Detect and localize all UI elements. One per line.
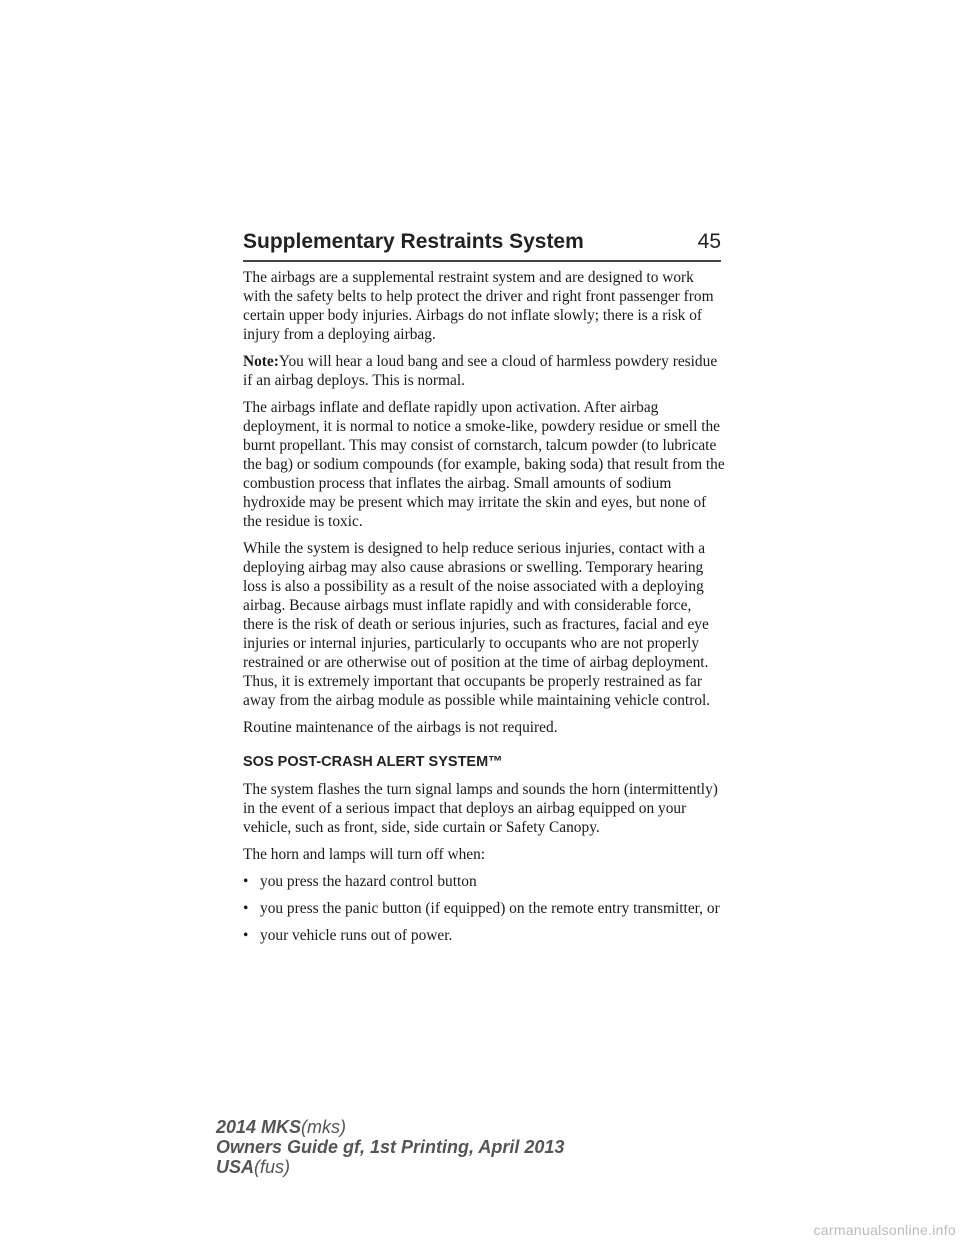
list-item-text: your vehicle runs out of power. (260, 927, 453, 944)
list-item (243, 899, 725, 918)
paragraph-inflate-deflate: The airbags inflate and deflate rapidly upon activation. After airbag deployment, it is normal to notice a smoke-like, powdery residue or smell the burnt propellant. This may consist of cornstarch, talcum powder (to lubricate the bag) or sodium compounds (for example, baking soda) that result from the combustion process that inflates the airbag. Small amounts of sodium hydroxide may be present which may irritate the skin and eyes, but none of the residue is toxic. (243, 399, 725, 530)
paragraph-sos-description: The system flashes the turn signal lamps and sounds the horn (intermittently) in the event of a serious impact that deploys an airbag equipped on your vehicle, such as front, side, side curtain or Safety Canopy. (243, 781, 718, 836)
list-item (243, 926, 725, 945)
bullet-icon: • (243, 900, 249, 917)
section-title: Supplementary Restraints System (243, 230, 584, 253)
footer-line-region (216, 1157, 564, 1177)
footer-edition: Owners Guide gf, 1st Printing, April 2013 (216, 1137, 565, 1157)
note-text: You will hear a loud bang and see a cloud of harmless powdery residue if an airbag deploys. This is normal. (243, 353, 718, 389)
footer-model: 2014 MKS (216, 1117, 302, 1137)
paragraph-turn-off-intro: The horn and lamps will turn off when: (243, 846, 486, 863)
page-header (243, 226, 721, 262)
list-item-text: you press the panic button (if equipped) on the remote entry transmitter, or (260, 900, 720, 917)
list-item (243, 872, 725, 891)
bullet-icon: • (243, 927, 249, 944)
note-label: Note: (243, 353, 279, 370)
page-number: 45 (697, 230, 721, 253)
footer-line-model (216, 1117, 564, 1137)
paragraph-injury-risk: While the system is designed to help reduce serious injuries, contact with a deploying airbag may also cause abrasions or swelling. Temporary hearing loss is also a possibility as a result of the noise associated with a deploying airbag. Because airbags must inflate rapidly and with considerable force, there is the risk of death or serious injuries, such as fractures, facial and eye injuries or internal injuries, particularly to occupants who are not properly restrained or are otherwise out of position at the time of airbag deployment. Thus, it is extremely important that occupants be properly restrained as far away from the airbag module as possible while maintaining vehicle control. (243, 540, 711, 709)
paragraph-maintenance: Routine maintenance of the airbags is not required. (243, 719, 558, 736)
paragraph-airbags-intro: The airbags are a supplemental restraint system and are designed to work with the safety belts to help protect the driver and right front passenger from certain upper body injuries. Airbags do not inflate slowly; there is a risk of injury from a deploying airbag. (243, 269, 714, 343)
sos-section-heading: SOS POST-CRASH ALERT SYSTEM™ (243, 754, 503, 770)
bullet-icon: • (243, 873, 249, 890)
turn-off-list (243, 872, 725, 945)
footer-region: USA (216, 1157, 255, 1177)
body-text (243, 268, 725, 953)
note-paragraph (243, 352, 725, 390)
list-item-text: you press the hazard control button (260, 873, 477, 890)
watermark: carmanualsonline.info (813, 1222, 956, 1238)
footer-region-code: (fus) (254, 1157, 291, 1177)
footer-model-code: (mks) (301, 1117, 347, 1137)
page-footer (216, 1117, 564, 1177)
